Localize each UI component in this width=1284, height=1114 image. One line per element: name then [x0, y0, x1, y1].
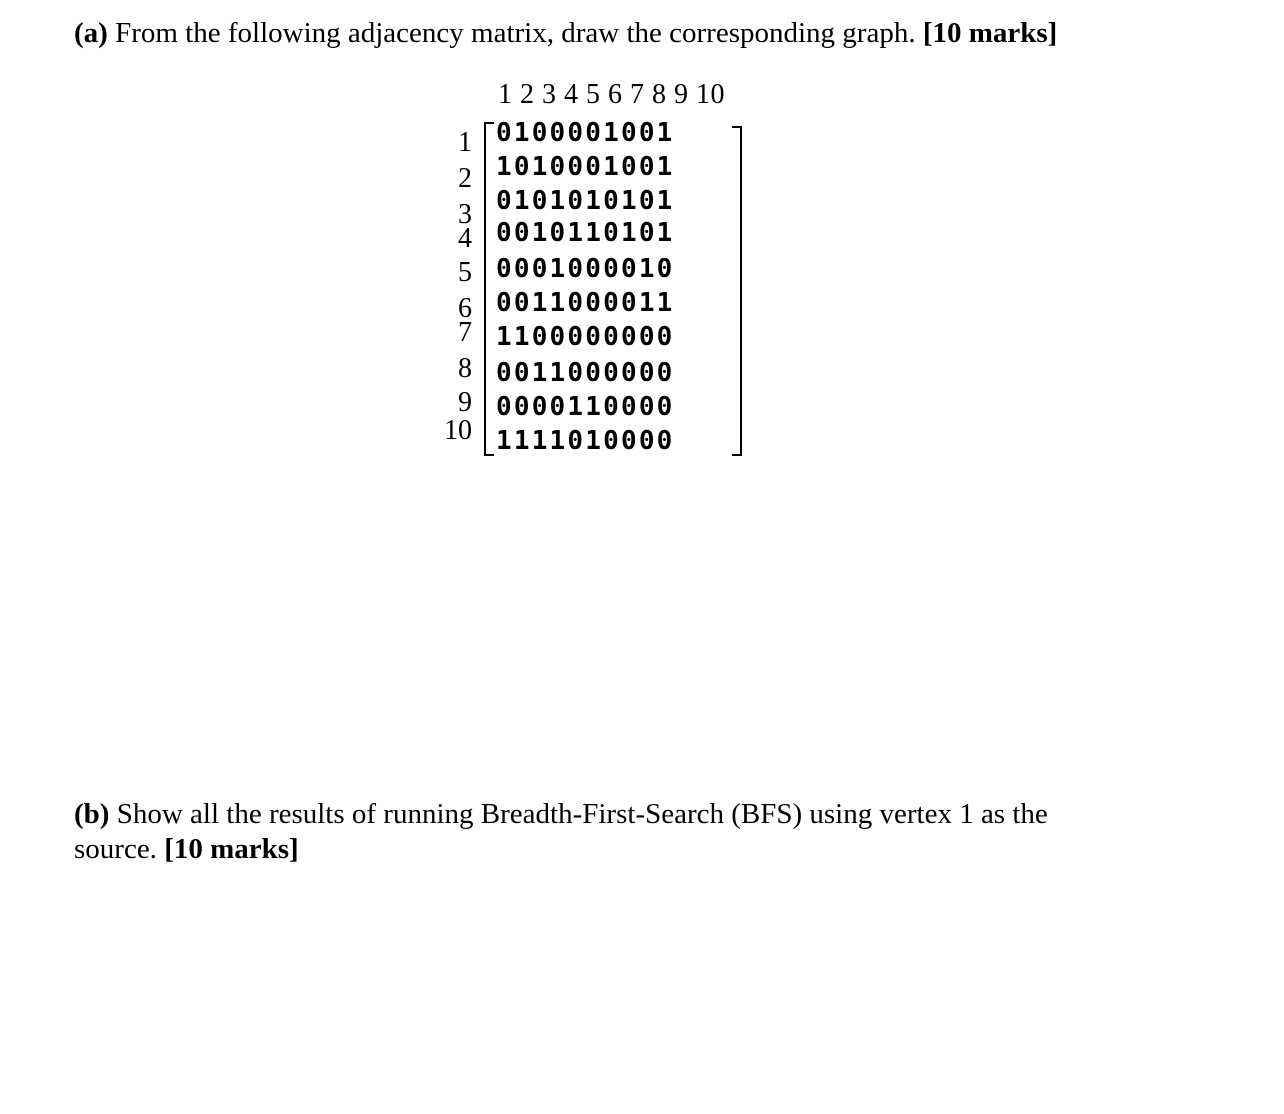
question-a	[74, 16, 1224, 51]
row-label: 3	[458, 199, 472, 230]
matrix-row: 1100000000	[496, 322, 675, 352]
right-bracket	[732, 126, 742, 456]
row-label: 7	[458, 317, 472, 348]
question-a-marks: [10 marks]	[922, 17, 1058, 49]
row-label: 2	[458, 163, 472, 194]
matrix-row: 0101010101	[496, 186, 675, 216]
row-label: 1	[458, 127, 472, 158]
row-label: 5	[458, 257, 472, 288]
matrix-column-labels: 1 2 3 4 5 6 7 8 9 10	[498, 79, 725, 110]
matrix-row: 1111010000	[496, 426, 675, 456]
question-a-text: From the following adjacency matrix, draw the corresponding graph.	[107, 17, 923, 49]
matrix-row: 1010001001	[496, 152, 675, 182]
matrix-row: 0011000000	[496, 358, 675, 388]
row-label: 10	[444, 415, 472, 446]
row-label: 9	[458, 387, 472, 418]
question-b-label: (b)	[74, 798, 110, 830]
question-b	[74, 797, 1104, 867]
matrix-row: 0000110000	[496, 392, 675, 422]
row-label: 8	[458, 353, 472, 384]
matrix-row: 0011000011	[496, 288, 675, 318]
question-b-marks: [10 marks]	[164, 833, 299, 865]
left-bracket	[484, 122, 494, 456]
adjacency-matrix	[440, 78, 760, 458]
matrix-row: 0001000010	[496, 254, 675, 284]
matrix-row: 0100001001	[496, 118, 675, 148]
question-b-text: Show all the results of running Breadth-First-Search (BFS) using vertex 1 as the source.	[74, 798, 1048, 865]
question-a-label: (a)	[74, 17, 108, 49]
matrix-row: 0010110101	[496, 218, 675, 248]
row-label: 6	[458, 293, 472, 324]
row-label: 4	[458, 223, 472, 254]
